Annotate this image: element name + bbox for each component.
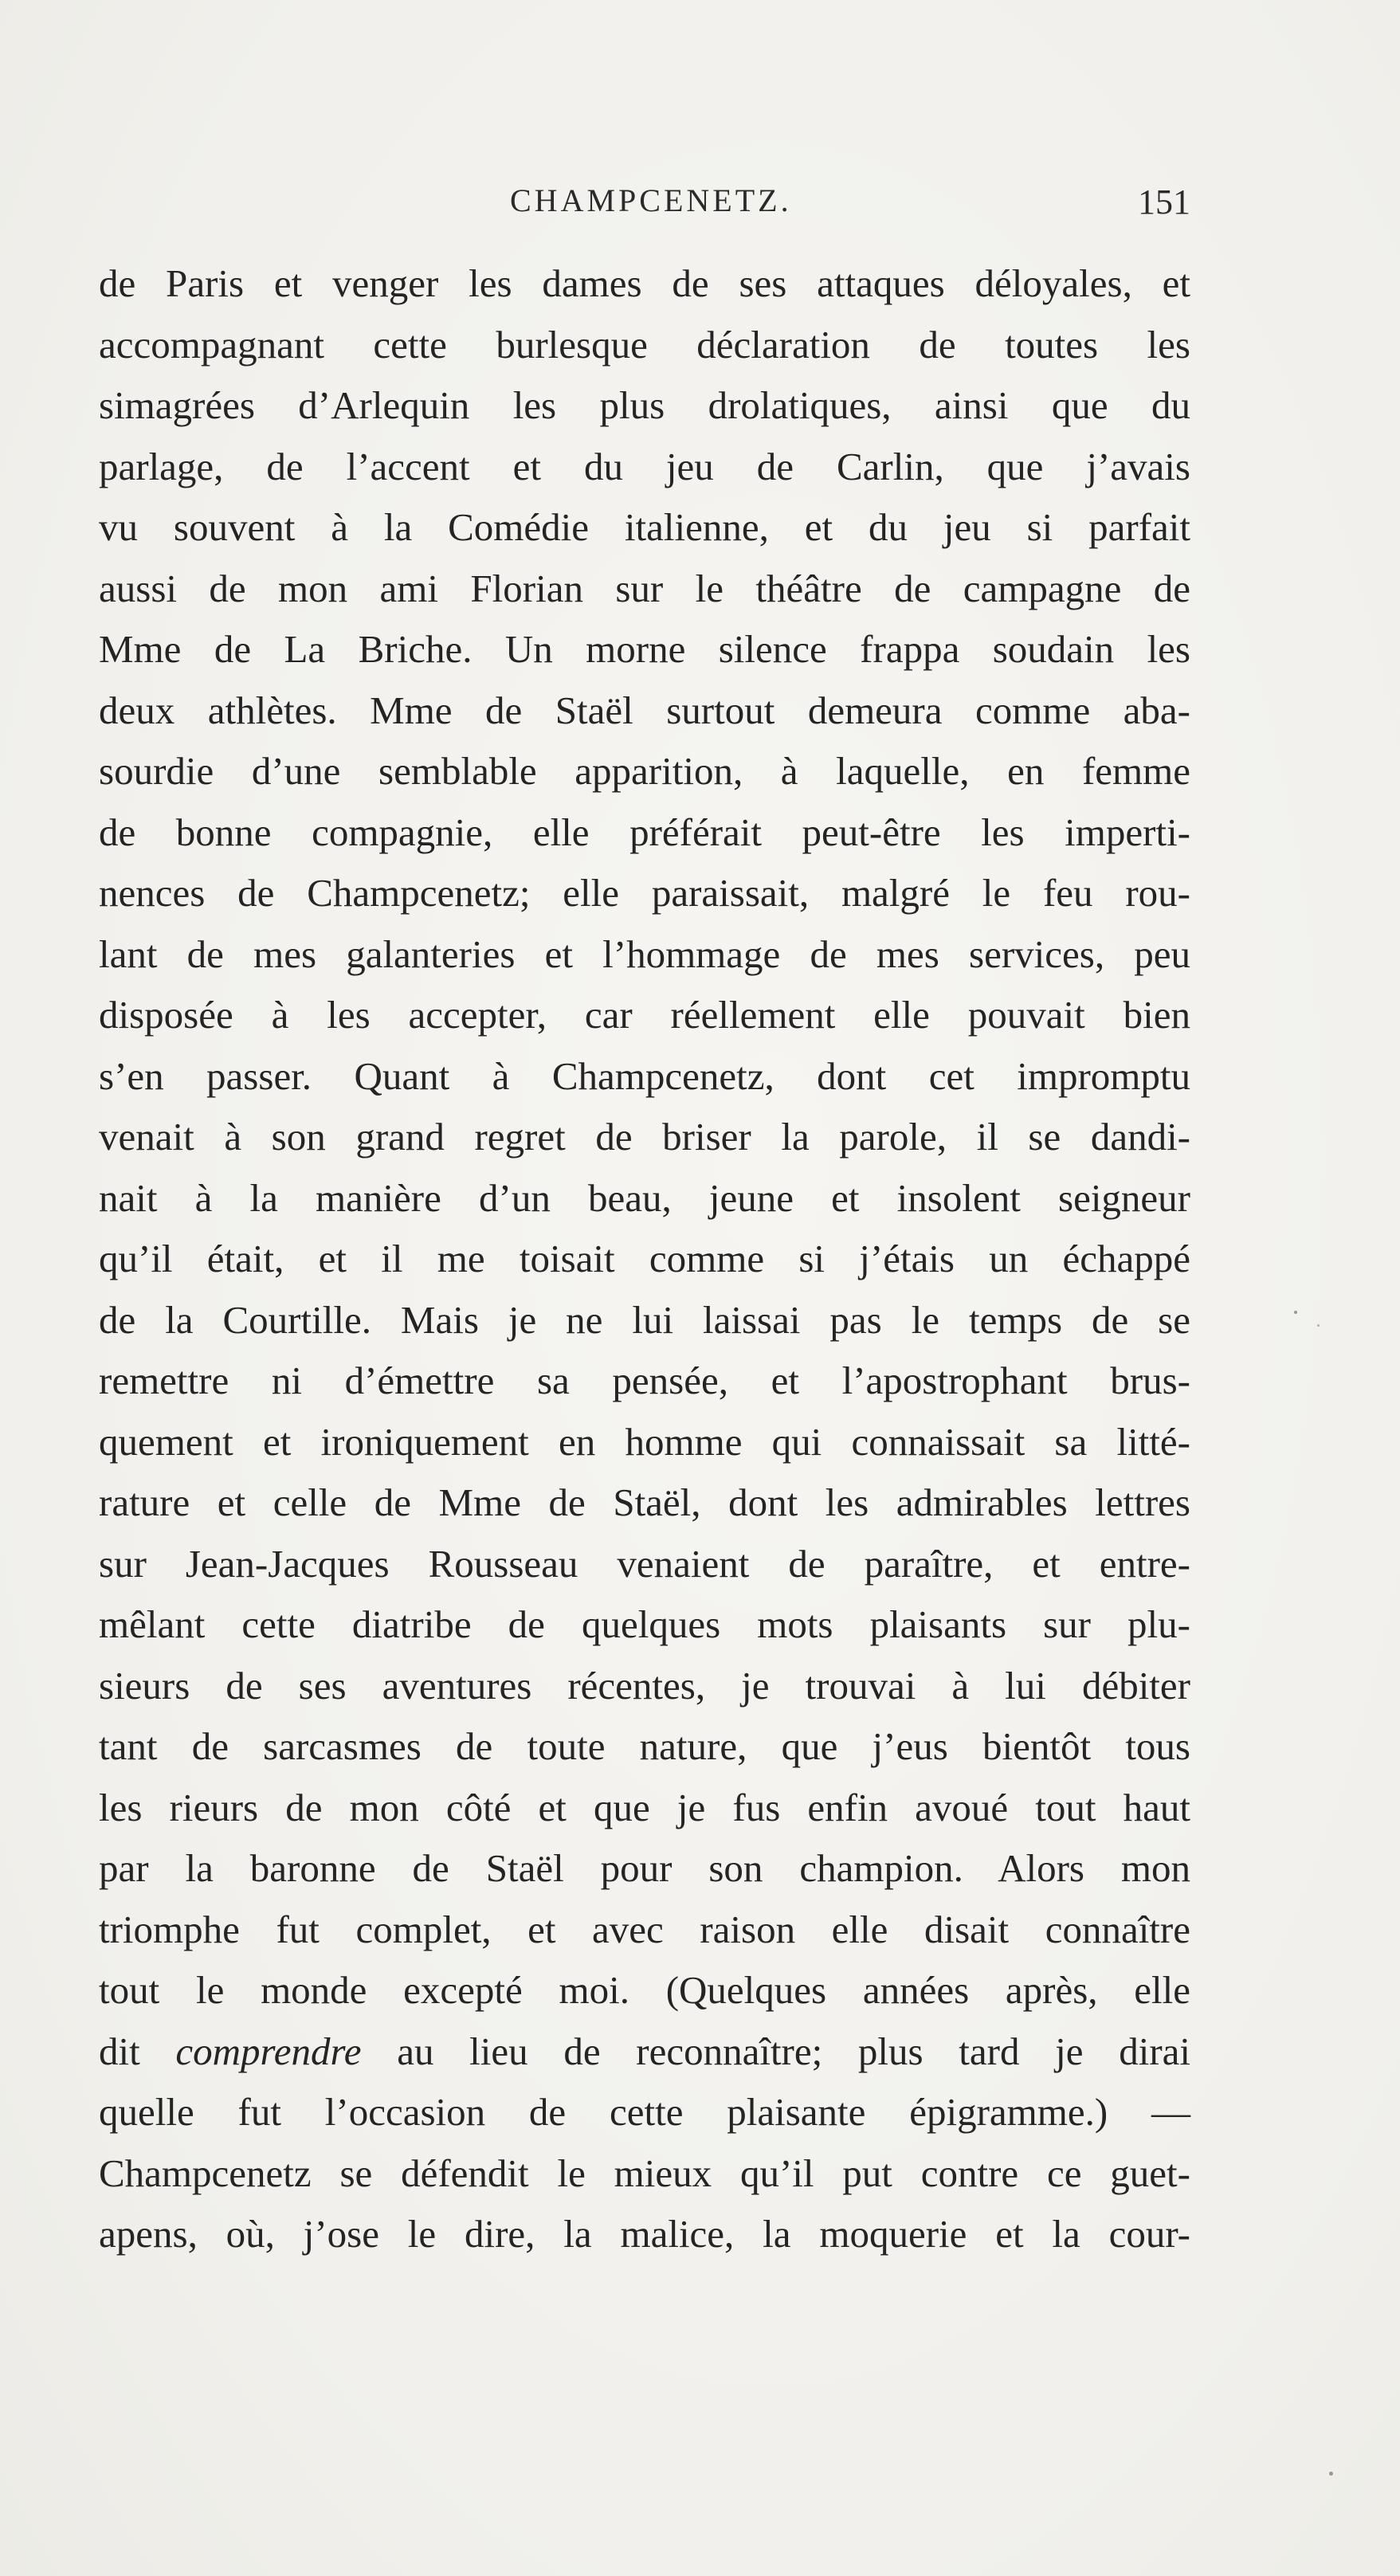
text-line: sieurs de ses aventures récentes, je trouvai à lui débiter xyxy=(99,1663,1190,1708)
text-line: quelle fut l’occasion de cette plaisante épigramme.) — xyxy=(99,2090,1190,2134)
running-head xyxy=(99,182,1190,229)
text-line: les rieurs de mon côté et que je fus enfin avoué tout haut xyxy=(99,1785,1190,1829)
text-line: de la Courtille. Mais je ne lui laissai pas le temps de se xyxy=(99,1297,1190,1342)
text-line: accompagnant cette burlesque déclaration de toutes les xyxy=(99,322,1190,367)
paper-speck xyxy=(1317,1324,1320,1327)
text-line: Champcenetz se défendit le mieux qu’il put contre ce guet- xyxy=(99,2151,1190,2195)
text-line: par la baronne de Staël pour son champion. Alors mon xyxy=(99,1846,1190,1890)
text-line: s’en passer. Quant à Champcenetz, dont cet impromptu xyxy=(99,1053,1190,1098)
text-line: rature et celle de Mme de Staël, dont les admirables lettres xyxy=(99,1480,1190,1524)
text-line: Mme de La Briche. Un morne silence frappa soudain les xyxy=(99,627,1190,671)
text-line: apens, où, j’ose le dire, la malice, la moquerie et la cour- xyxy=(99,2212,1190,2256)
text-line: nences de Champcenetz; elle paraissait, malgré le feu rou- xyxy=(99,871,1190,915)
paper-speck xyxy=(1329,2472,1333,2476)
text-line: aussi de mon ami Florian sur le théâtre de campagne de xyxy=(99,566,1190,610)
text-line: remettre ni d’émettre sa pensée, et l’apostrophant brus- xyxy=(99,1359,1190,1402)
text-line: tant de sarcasmes de toute nature, que j’eus bientôt tous xyxy=(99,1724,1190,1768)
body-text xyxy=(99,253,1190,2265)
text-line: simagrées d’Arlequin les plus drolatiques, ainsi que du xyxy=(99,383,1190,427)
paper-speck xyxy=(1294,1311,1297,1314)
text-line: nait à la manière d’un beau, jeune et insolent seigneur xyxy=(99,1175,1190,1220)
text-line: deux athlètes. Mme de Staël surtout demeura comme aba- xyxy=(99,688,1190,732)
text-line: sourdie d’une semblable apparition, à laquelle, en femme xyxy=(99,749,1190,793)
text-line: venait à son grand regret de briser la parole, il se dandi- xyxy=(99,1115,1190,1159)
text-before-italic: dit xyxy=(99,2029,176,2073)
text-line: parlage, de l’accent et du jeu de Carlin, que j’avais xyxy=(99,444,1190,488)
text-line: de Paris et venger les dames de ses attaques déloyales, et xyxy=(99,261,1190,305)
page-number: 151 xyxy=(1138,182,1190,222)
text-after-italic: au lieu de reconnaître; plus tard je dirai xyxy=(361,2029,1190,2073)
text-line: sur Jean-Jacques Rousseau venaient de paraître, et entre- xyxy=(99,1541,1190,1586)
running-title: CHAMPCENETZ. xyxy=(510,182,792,218)
text-line: de bonne compagnie, elle préférait peut-être les imperti- xyxy=(99,810,1190,854)
text-line-with-italic xyxy=(99,2021,1190,2083)
text-line: vu souvent à la Comédie italienne, et du jeu si parfait xyxy=(99,505,1190,549)
text-line: tout le monde excepté moi. (Quelques années après, elle xyxy=(99,1968,1190,2012)
text-line: quement et ironiquement en homme qui connaissait sa litté- xyxy=(99,1419,1190,1464)
text-line: mêlant cette diatribe de quelques mots plaisants sur plu- xyxy=(99,1602,1190,1646)
text-line: disposée à les accepter, car réellement elle pouvait bien xyxy=(99,993,1190,1037)
text-line: lant de mes galanteries et l’hommage de mes services, peu xyxy=(99,931,1190,976)
text-line: triomphe fut complet, et avec raison elle disait connaître xyxy=(99,1907,1190,1951)
italic-word: comprendre xyxy=(175,2029,362,2073)
text-line: qu’il était, et il me toisait comme si j’étais un échappé xyxy=(99,1237,1190,1280)
